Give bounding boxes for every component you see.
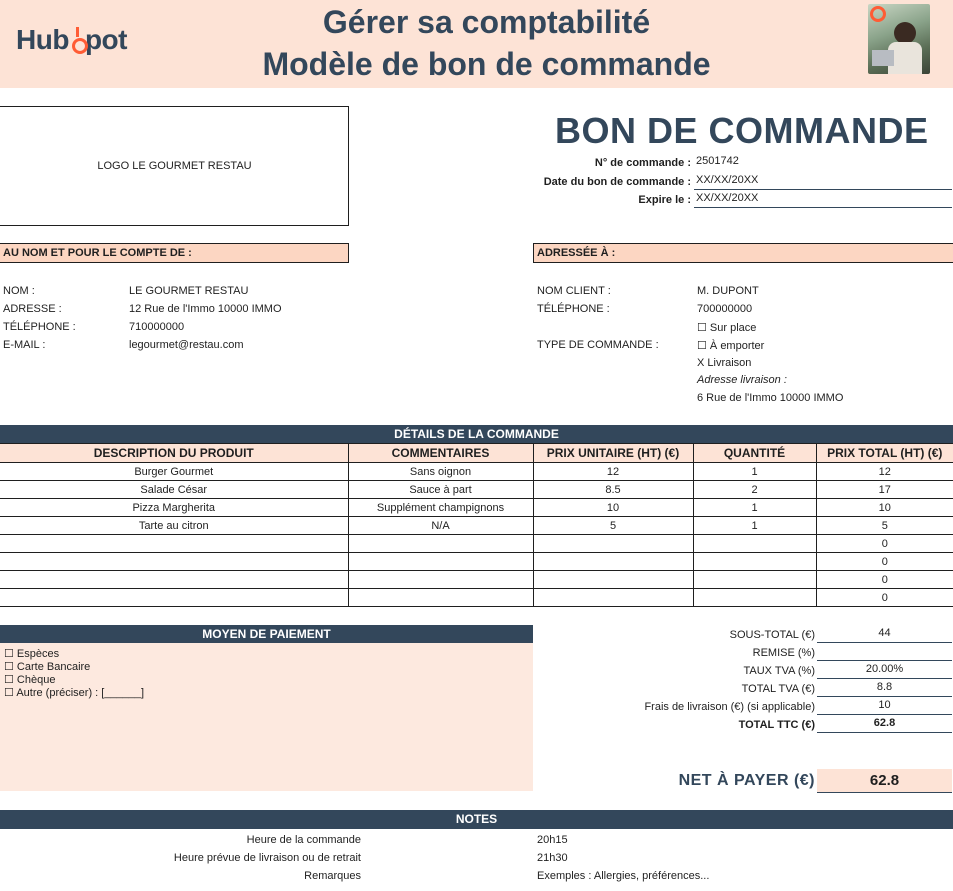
discount-label: REMISE (%) [752, 647, 815, 659]
logo-placeholder-text: LOGO LE GOURMET RESTAU [97, 160, 252, 172]
table-cell[interactable]: Pizza Margherita [0, 499, 348, 517]
table-cell[interactable]: 12 [533, 463, 693, 481]
client-name: M. DUPONT [697, 285, 759, 297]
table-cell[interactable]: 2 [693, 481, 816, 499]
table-cell[interactable]: 0 [816, 553, 953, 571]
order-number-value[interactable]: 2501742 [696, 155, 739, 167]
table-cell[interactable]: Supplément champignons [348, 499, 533, 517]
table-cell[interactable]: 5 [533, 517, 693, 535]
shipping-header: ADRESSÉE À : [533, 243, 953, 263]
billing-header: AU NOM ET POUR LE COMPTE DE : [0, 243, 349, 263]
column-header: PRIX TOTAL (HT) (€) [816, 444, 953, 463]
column-header: QUANTITÉ [693, 444, 816, 463]
vat-rate-value[interactable]: 20.00% [817, 663, 952, 679]
table-cell[interactable] [693, 535, 816, 553]
payment-header: MOYEN DE PAIEMENT [0, 625, 533, 643]
vat-rate-label: TAUX TVA (%) [743, 665, 815, 677]
payment-card-checkbox[interactable]: ☐ Carte Bancaire [4, 660, 90, 673]
client-name-label: NOM CLIENT : [537, 285, 611, 297]
table-cell[interactable]: Salade César [0, 481, 348, 499]
vat-total-label: TOTAL TVA (€) [741, 683, 815, 695]
table-cell[interactable] [533, 553, 693, 571]
banner-title-line1: Gérer sa comptabilité [322, 4, 651, 40]
hubspot-logo: Hub pot [16, 24, 127, 55]
client-phone: 700000000 [697, 303, 753, 315]
payment-other-checkbox[interactable]: ☐ Autre (préciser) : [______] [4, 686, 144, 699]
payment-cash-checkbox[interactable]: ☐ Espèces [4, 647, 59, 660]
table-cell[interactable]: 0 [816, 589, 953, 607]
table-row [0, 553, 953, 571]
table-cell[interactable]: 8.5 [533, 481, 693, 499]
order-date-label: Date du bon de commande : [543, 176, 691, 188]
order-type-takeaway-checkbox[interactable]: ☐ À emporter [697, 339, 764, 352]
table-cell[interactable]: 0 [816, 571, 953, 589]
expiry-value[interactable]: XX/XX/20XX [694, 192, 952, 208]
table-cell[interactable] [0, 589, 348, 607]
billing-email-label: E-MAIL : [3, 339, 46, 351]
table-cell[interactable] [533, 589, 693, 607]
expected-time-label: Heure prévue de livraison ou de retrait [173, 852, 361, 864]
delivery-fee-label: Frais de livraison (€) (si applicable) [644, 701, 815, 713]
order-details-header: DÉTAILS DE LA COMMANDE [0, 425, 953, 443]
billing-phone: 710000000 [129, 321, 185, 333]
table-cell[interactable]: 10 [533, 499, 693, 517]
table-row [0, 535, 953, 553]
order-type-label: TYPE DE COMMANDE : [537, 339, 659, 351]
table-cell[interactable]: N/A [348, 517, 533, 535]
billing-address-label: ADRESSE : [3, 303, 62, 315]
table-cell[interactable] [693, 553, 816, 571]
order-date-value[interactable]: XX/XX/20XX [694, 174, 952, 190]
client-phone-label: TÉLÉPHONE : [537, 303, 610, 315]
billing-name-label: NOM : [3, 285, 35, 297]
table-cell[interactable]: Sans oignon [348, 463, 533, 481]
vat-total-value: 8.8 [817, 681, 952, 697]
total-ttc-label: TOTAL TTC (€) [738, 719, 815, 731]
subtotal-value: 44 [817, 627, 952, 643]
notes-header: NOTES [0, 810, 953, 829]
banner-title-line2: Modèle de bon de commande [262, 46, 711, 82]
delivery-address: 6 Rue de l'Immo 10000 IMMO [697, 392, 844, 404]
column-header: DESCRIPTION DU PRODUIT [0, 444, 348, 463]
billing-name: LE GOURMET RESTAU [129, 285, 249, 297]
table-cell[interactable] [348, 553, 533, 571]
order-type-delivery-checkbox[interactable]: X Livraison [697, 357, 752, 369]
table-cell[interactable]: 10 [816, 499, 953, 517]
table-cell[interactable] [0, 553, 348, 571]
table-row [0, 517, 953, 535]
document-title: BON DE COMMANDE [555, 110, 929, 151]
table-cell[interactable]: 0 [816, 535, 953, 553]
table-cell[interactable]: 17 [816, 481, 953, 499]
table-row [0, 571, 953, 589]
net-to-pay-value: 62.8 [817, 769, 952, 793]
remarks-label: Remarques [304, 870, 361, 882]
expected-time-value[interactable]: 21h30 [537, 852, 568, 864]
table-row [0, 589, 953, 607]
table-cell[interactable] [348, 571, 533, 589]
order-number-label: N° de commande : [594, 157, 691, 169]
delivery-address-label: Adresse livraison : [697, 374, 787, 386]
expiry-label: Expire le : [638, 194, 691, 206]
table-cell[interactable]: 5 [816, 517, 953, 535]
table-cell[interactable] [533, 571, 693, 589]
table-cell[interactable]: 1 [693, 517, 816, 535]
subtotal-label: SOUS-TOTAL (€) [729, 629, 815, 641]
table-row [0, 499, 953, 517]
table-cell[interactable]: 1 [693, 499, 816, 517]
table-row [0, 481, 953, 499]
table-cell[interactable]: Burger Gourmet [0, 463, 348, 481]
billing-address: 12 Rue de l'Immo 10000 IMMO [129, 303, 282, 315]
table-cell[interactable]: 1 [693, 463, 816, 481]
table-cell[interactable]: Tarte au citron [0, 517, 348, 535]
delivery-fee-value[interactable]: 10 [817, 699, 952, 715]
table-row [0, 463, 953, 481]
table-cell[interactable] [348, 535, 533, 553]
order-type-onsite-checkbox[interactable]: ☐ Sur place [697, 321, 756, 334]
billing-email: legourmet@restau.com [129, 339, 244, 351]
discount-value[interactable] [817, 645, 952, 661]
table-cell[interactable] [0, 571, 348, 589]
table-cell[interactable]: 12 [816, 463, 953, 481]
table-header-row [0, 444, 953, 463]
table-cell[interactable] [533, 535, 693, 553]
payment-cheque-checkbox[interactable]: ☐ Chèque [4, 673, 55, 686]
column-header: PRIX UNITAIRE (HT) (€) [533, 444, 693, 463]
table-cell[interactable] [348, 589, 533, 607]
table-cell[interactable] [0, 535, 348, 553]
order-time-value[interactable]: 20h15 [537, 834, 568, 846]
avatar [868, 4, 930, 74]
order-details-table [0, 443, 953, 607]
sprocket-icon [69, 33, 85, 49]
total-ttc-value: 62.8 [817, 717, 952, 733]
table-cell[interactable]: Sauce à part [348, 481, 533, 499]
table-cell[interactable] [693, 571, 816, 589]
billing-phone-label: TÉLÉPHONE : [3, 321, 76, 333]
table-cell[interactable] [693, 589, 816, 607]
net-to-pay-label: NET À PAYER (€) [678, 772, 815, 789]
order-time-label: Heure de la commande [246, 834, 361, 846]
remarks-value[interactable]: Exemples : Allergies, préférences... [537, 870, 710, 882]
column-header: COMMENTAIRES [348, 444, 533, 463]
